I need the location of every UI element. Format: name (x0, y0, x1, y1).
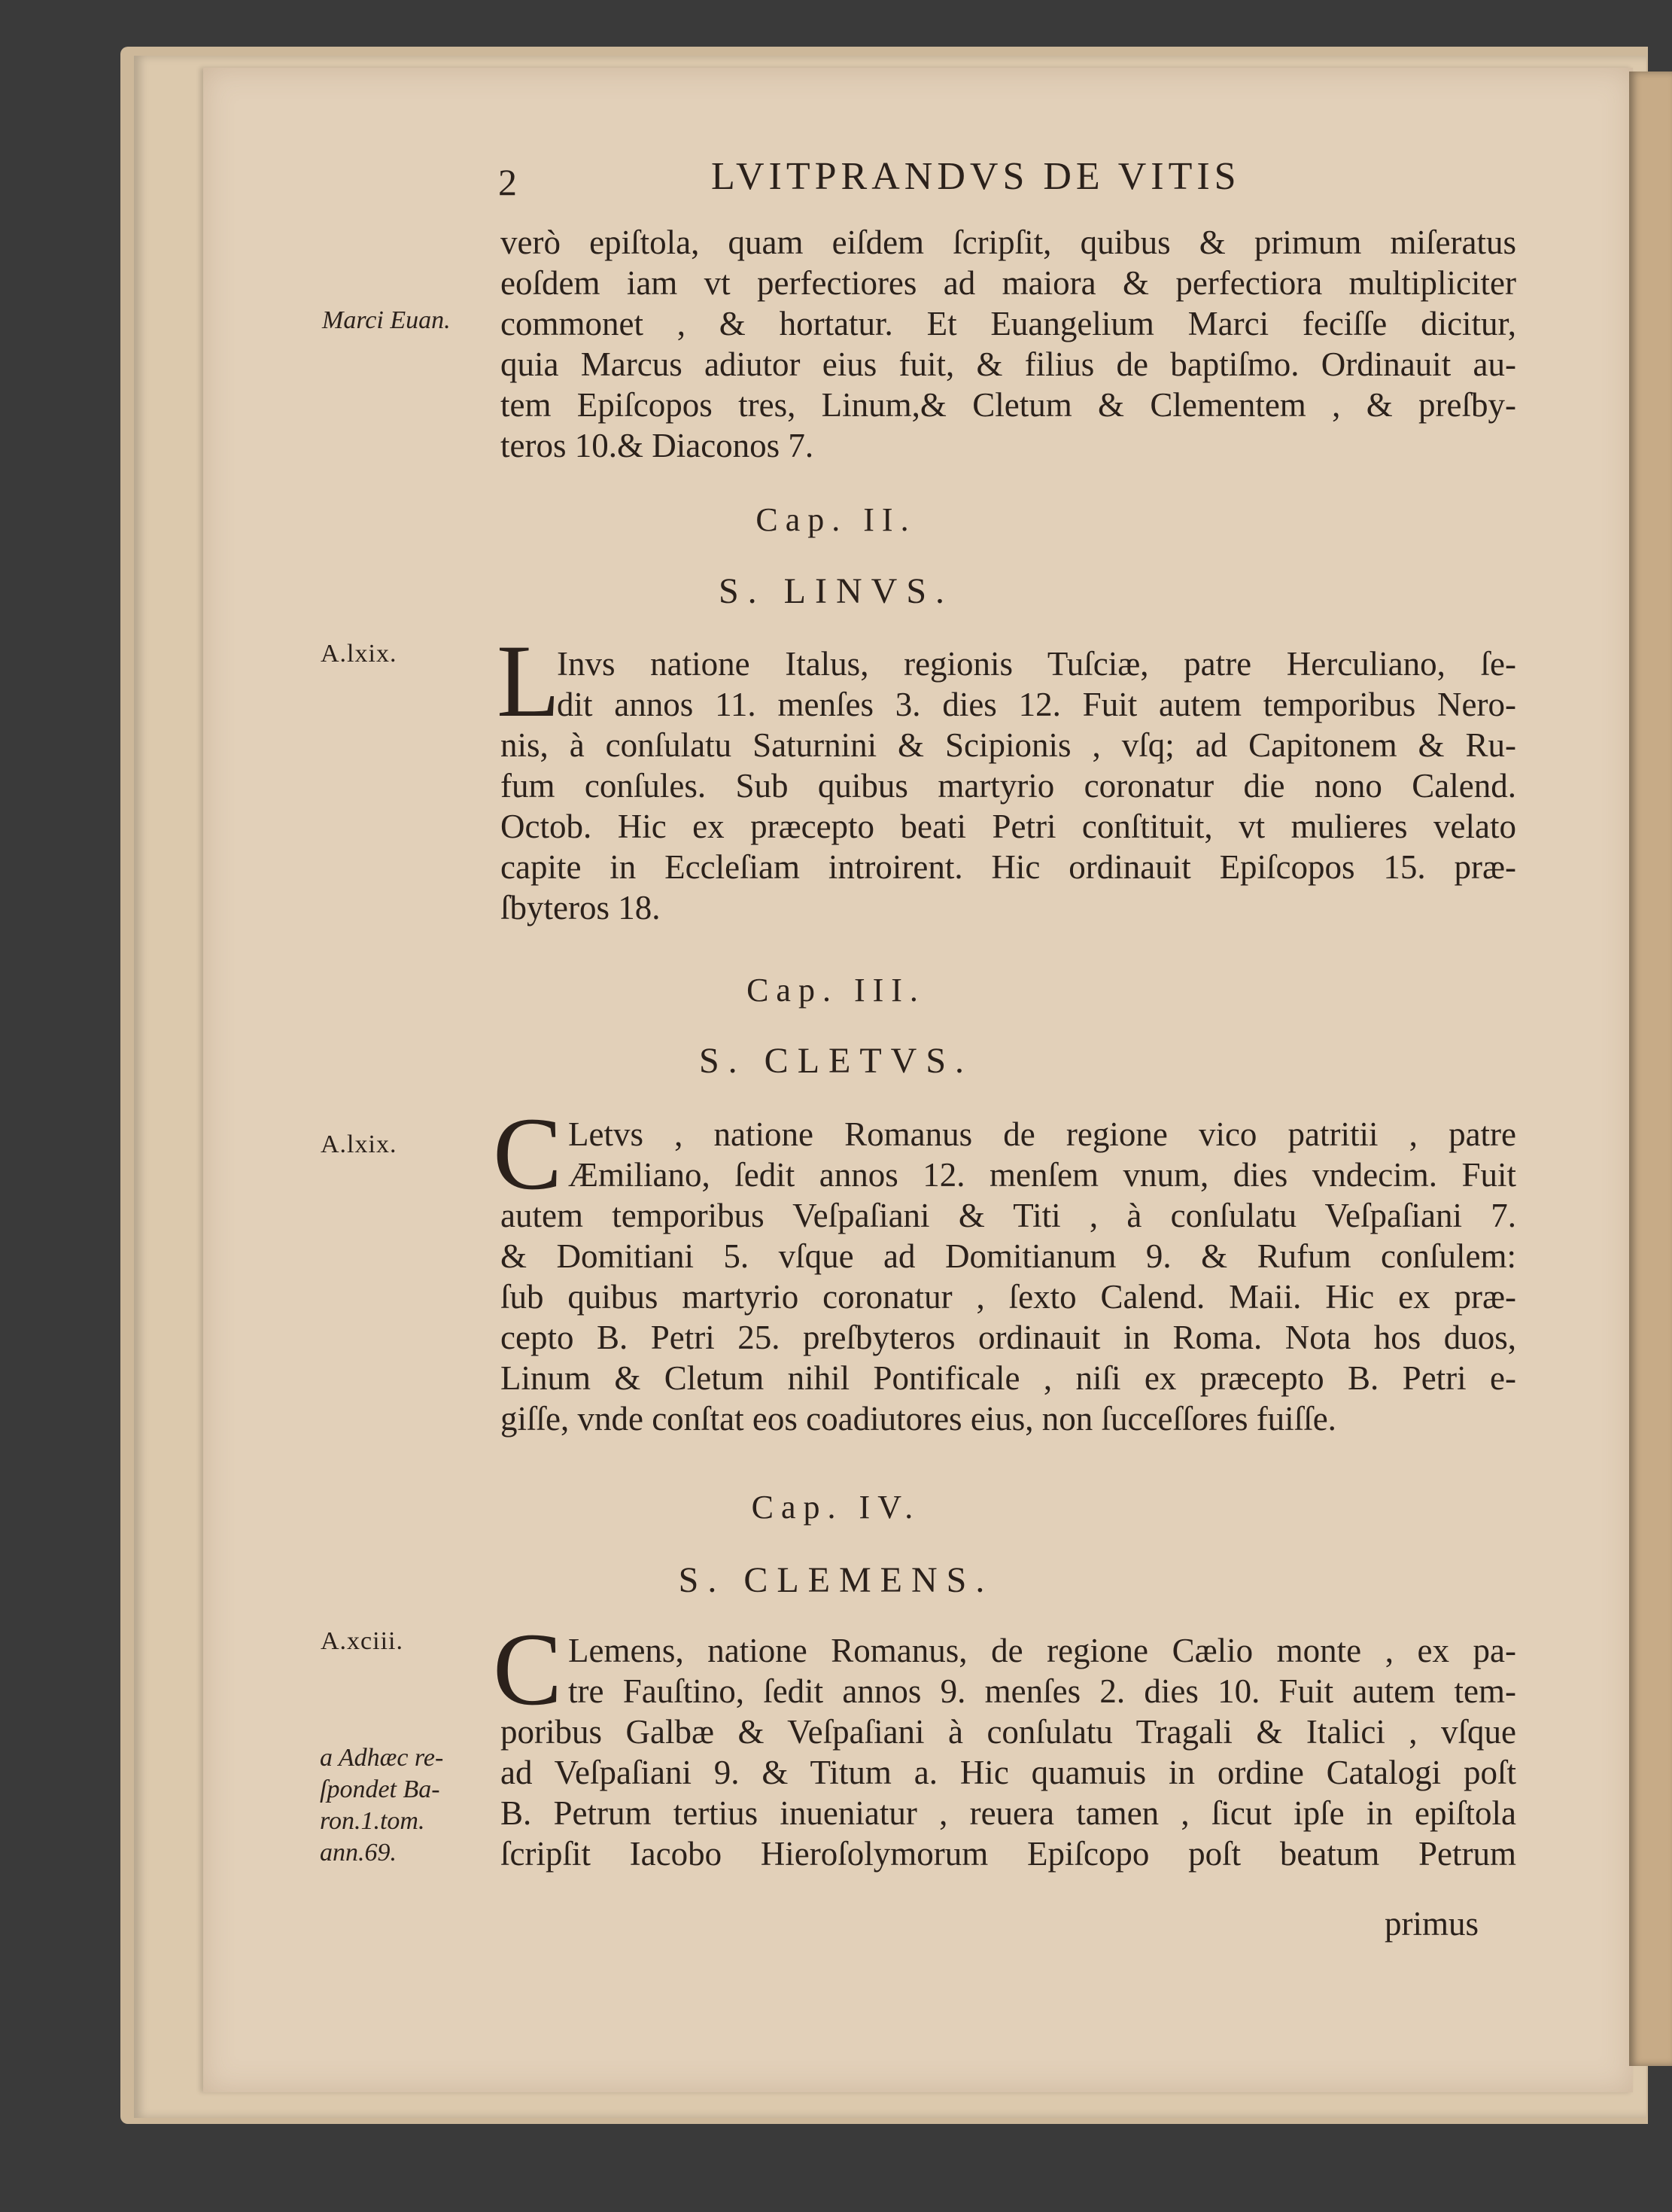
chapter-heading-3: Cap. III. (746, 972, 926, 1009)
margin-note-line: ron.1.tom. (320, 1807, 425, 1835)
text-line: & Domitiani 5. vſque ad Domitianum 9. & Rufum conſulem: (500, 1237, 1516, 1275)
text-line: Æmiliano, ſedit annos 12. menſem vnum, dies vndecim. Fuit (568, 1156, 1516, 1194)
margin-note-line: ann.69. (320, 1839, 397, 1867)
margin-note-line: ſpondet Ba- (320, 1775, 440, 1803)
text-line: autem temporibus Veſpaſiani & Titi , à conſulatu Veſpaſiani 7. (500, 1197, 1516, 1234)
text-line: Letvs , natione Romanus de regione vico patritii , patre (568, 1115, 1516, 1153)
intro-paragraph (500, 222, 1516, 466)
page-header (0, 154, 1672, 207)
text-line: ſbyteros 18. (500, 889, 661, 926)
drop-cap-c: C (493, 1096, 563, 1211)
margin-year-linus: A.lxix. (321, 640, 397, 668)
margin-year-clemens: A.xciii. (321, 1627, 403, 1655)
text-line: dit annos 11. menſes 3. dies 12. Fuit autem temporibus Nero- (557, 686, 1516, 723)
text-line: cepto B. Petri 25. preſbyteros ordinauit in Roma. Nota hos duos, (500, 1319, 1516, 1356)
text-line: eoſdem iam vt perfectiores ad maiora & perfectiora multipliciter (500, 264, 1516, 302)
text-line: nis, à conſulatu Saturnini & Scipionis , vſq; ad Capitonem & Ru- (500, 726, 1516, 764)
text-line: tem Epiſcopos tres, Linum,& Cletum & Clementem , & preſby- (500, 386, 1516, 424)
text-line: Linum & Cletum nihil Pontificale , niſi ex præcepto B. Petri e- (500, 1359, 1516, 1397)
clemens-paragraph (500, 1630, 1516, 1874)
saint-heading-linus: S. LINVS. (718, 571, 954, 611)
drop-cap-c: C (493, 1611, 563, 1727)
text-line: fum conſules. Sub quibus martyrio coronatur die nono Calend. (500, 767, 1516, 805)
text-line: commonet , & hortatur. Et Euangelium Marci feciſſe dicitur, (500, 305, 1516, 342)
text-line: poribus Galbæ & Veſpaſiani à conſulatu Tragali & Italici , vſque (500, 1713, 1516, 1751)
chapter-heading-2: Cap. II. (755, 501, 917, 538)
cletus-paragraph (500, 1114, 1516, 1439)
text-line: B. Petrum tertius inueniatur , reuera tamen , ſicut ipſe in epiſtola (500, 1794, 1516, 1832)
linus-paragraph (500, 644, 1516, 928)
text-line: ſcripſit Iacobo Hieroſolymorum Epiſcopo poſt beatum Petrum (500, 1835, 1516, 1873)
running-head: LVITPRANDVS DE VITIS (711, 155, 1241, 198)
saint-heading-clemens: S. CLEMENS. (678, 1560, 994, 1600)
drop-cap-l: L (497, 623, 561, 738)
text-line: verò epiſtola, quam eiſdem ſcripſit, quibus & primum miſeratus (500, 224, 1516, 261)
margin-note-marci-euan: Marci Euan. (322, 306, 451, 334)
text-line: quia Marcus adiutor eius fuit, & filius de baptiſmo. Ordinauit au- (500, 345, 1516, 383)
text-line: teros 10.& Diaconos 7. (500, 427, 814, 464)
text-line: ad Veſpaſiani 9. & Titum a. Hic quamuis in ordine Catalogi poſt (500, 1754, 1516, 1791)
catchword: primus (1385, 1905, 1479, 1943)
text-line: giſſe, vnde conſtat eos coadiutores eius, non ſucceſſores fuiſſe. (500, 1400, 1336, 1438)
text-line: tre Fauſtino, ſedit annos 9. menſes 2. dies 10. Fuit autem tem- (568, 1672, 1516, 1710)
text-line: Lemens, natione Romanus, de regione Cælio monte , ex pa- (568, 1632, 1516, 1669)
margin-note-line: a Adhæc re- (320, 1744, 444, 1772)
page-number: 2 (498, 161, 517, 203)
text-line: ſub quibus martyrio coronatur , ſexto Calend. Maii. Hic ex præ- (500, 1278, 1516, 1316)
chapter-heading-4: Cap. IV. (751, 1489, 921, 1526)
saint-heading-cletus: S. CLETVS. (698, 1041, 974, 1081)
text-line: Invs natione Italus, regionis Tuſciæ, patre Herculiano, ſe- (557, 645, 1516, 683)
text-line: capite in Eccleſiam introirent. Hic ordinauit Epiſcopos 15. præ- (500, 848, 1516, 886)
text-line: Octob. Hic ex præcepto beati Petri conſtituit, vt mulieres velato (500, 808, 1516, 845)
margin-note-baronius (320, 1742, 443, 1869)
margin-year-cletus: A.lxix. (321, 1130, 397, 1158)
